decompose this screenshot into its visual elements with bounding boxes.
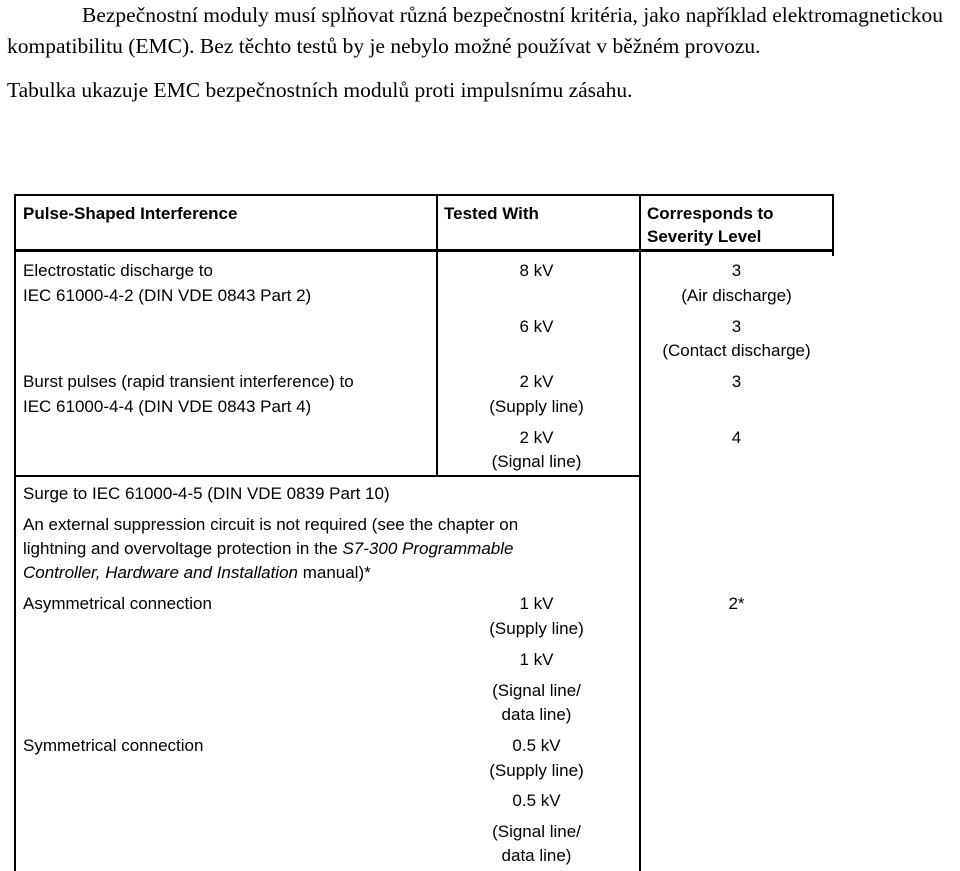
- esd-name-line1: Electrostatic discharge to: [23, 261, 213, 280]
- asym-tested-note-1: (Supply line): [489, 619, 584, 638]
- surge-note-line1: An external suppression circuit is not required (see the chapter on: [23, 515, 519, 534]
- esd-level-1: 3: [731, 261, 742, 280]
- symmetrical-label: Symmetrical connection: [23, 736, 204, 755]
- surge-note-line3-a: Controller, Hardware and Installation: [23, 563, 298, 582]
- esd-note-2: (Contact discharge): [662, 341, 811, 360]
- surge-title: Surge to IEC 61000-4-5 (DIN VDE 0839 Part 10): [23, 484, 390, 503]
- table-top-border: [14, 194, 833, 196]
- esd-name-line2: IEC 61000-4-2 (DIN VDE 0843 Part 2): [23, 286, 312, 305]
- surge-note-line2: [23, 537, 513, 561]
- surge-note-line3-b: manual)*: [297, 563, 371, 582]
- table-left-border: [14, 194, 16, 871]
- intro-paragraph-1: Bezpečnostní moduly musí splňovat různá bezpečnostní kritéria, jako například elektromagnetickou kompatibilitu (EMC). Bez těchto testů by je nebylo možné používat v běžném provozu.: [7, 3, 943, 58]
- header-interference: Pulse-Shaped Interference: [23, 204, 238, 223]
- burst-name-line2: IEC 61000-4-4 (DIN VDE 0843 Part 4): [23, 397, 312, 416]
- intro-paragraph-2: Tabulka ukazuje EMC bezpečnostních modulů proti impulsnímu zásahu.: [7, 78, 633, 102]
- header-severity-line1: Corresponds to: [647, 204, 774, 223]
- esd-tested-1: 8 kV: [519, 261, 554, 280]
- burst-level-2: 4: [731, 428, 742, 447]
- burst-name-line1: Burst pulses (rapid transient interference) to: [23, 372, 354, 391]
- burst-tested-1: 2 kV: [519, 372, 554, 391]
- intro-text: [7, 0, 957, 106]
- sym-tested-note-2-line2: data line): [501, 846, 572, 865]
- surge-note-line3: [23, 561, 371, 585]
- asym-tested-note-2-line1: (Signal line/: [492, 681, 581, 700]
- header-tested-with: Tested With: [444, 204, 539, 223]
- asym-tested-2: 1 kV: [519, 650, 554, 669]
- asym-tested-1: 1 kV: [519, 594, 554, 613]
- header-bottom-border: [14, 249, 833, 252]
- asymmetrical-level: 2*: [728, 594, 745, 613]
- sym-tested-2: 0.5 kV: [512, 791, 561, 810]
- emc-table: [14, 194, 833, 871]
- sym-tested-note-2-line1: (Signal line/: [492, 822, 581, 841]
- burst-tested-2: 2 kV: [519, 428, 554, 447]
- header-severity-line2: Severity Level: [647, 227, 762, 246]
- asym-tested-note-2-line2: data line): [501, 705, 572, 724]
- esd-note-1: (Air discharge): [681, 286, 792, 305]
- sym-tested-note-1: (Supply line): [489, 761, 584, 780]
- esd-level-2: 3: [731, 317, 742, 336]
- asymmetrical-label: Asymmetrical connection: [23, 594, 212, 613]
- sym-tested-1: 0.5 kV: [512, 736, 561, 755]
- burst-tested-note-1: (Supply line): [489, 397, 584, 416]
- surge-note-line2-a: lightning and overvoltage protection in the: [23, 539, 343, 558]
- esd-tested-2: 6 kV: [519, 317, 554, 336]
- surge-note-line2-b: S7-300 Programmable: [342, 539, 514, 558]
- burst-tested-note-2: (Signal line): [491, 452, 582, 471]
- table-right-border: [832, 194, 834, 256]
- burst-level-1: 3: [731, 372, 742, 391]
- row-divider-surge: [14, 475, 640, 477]
